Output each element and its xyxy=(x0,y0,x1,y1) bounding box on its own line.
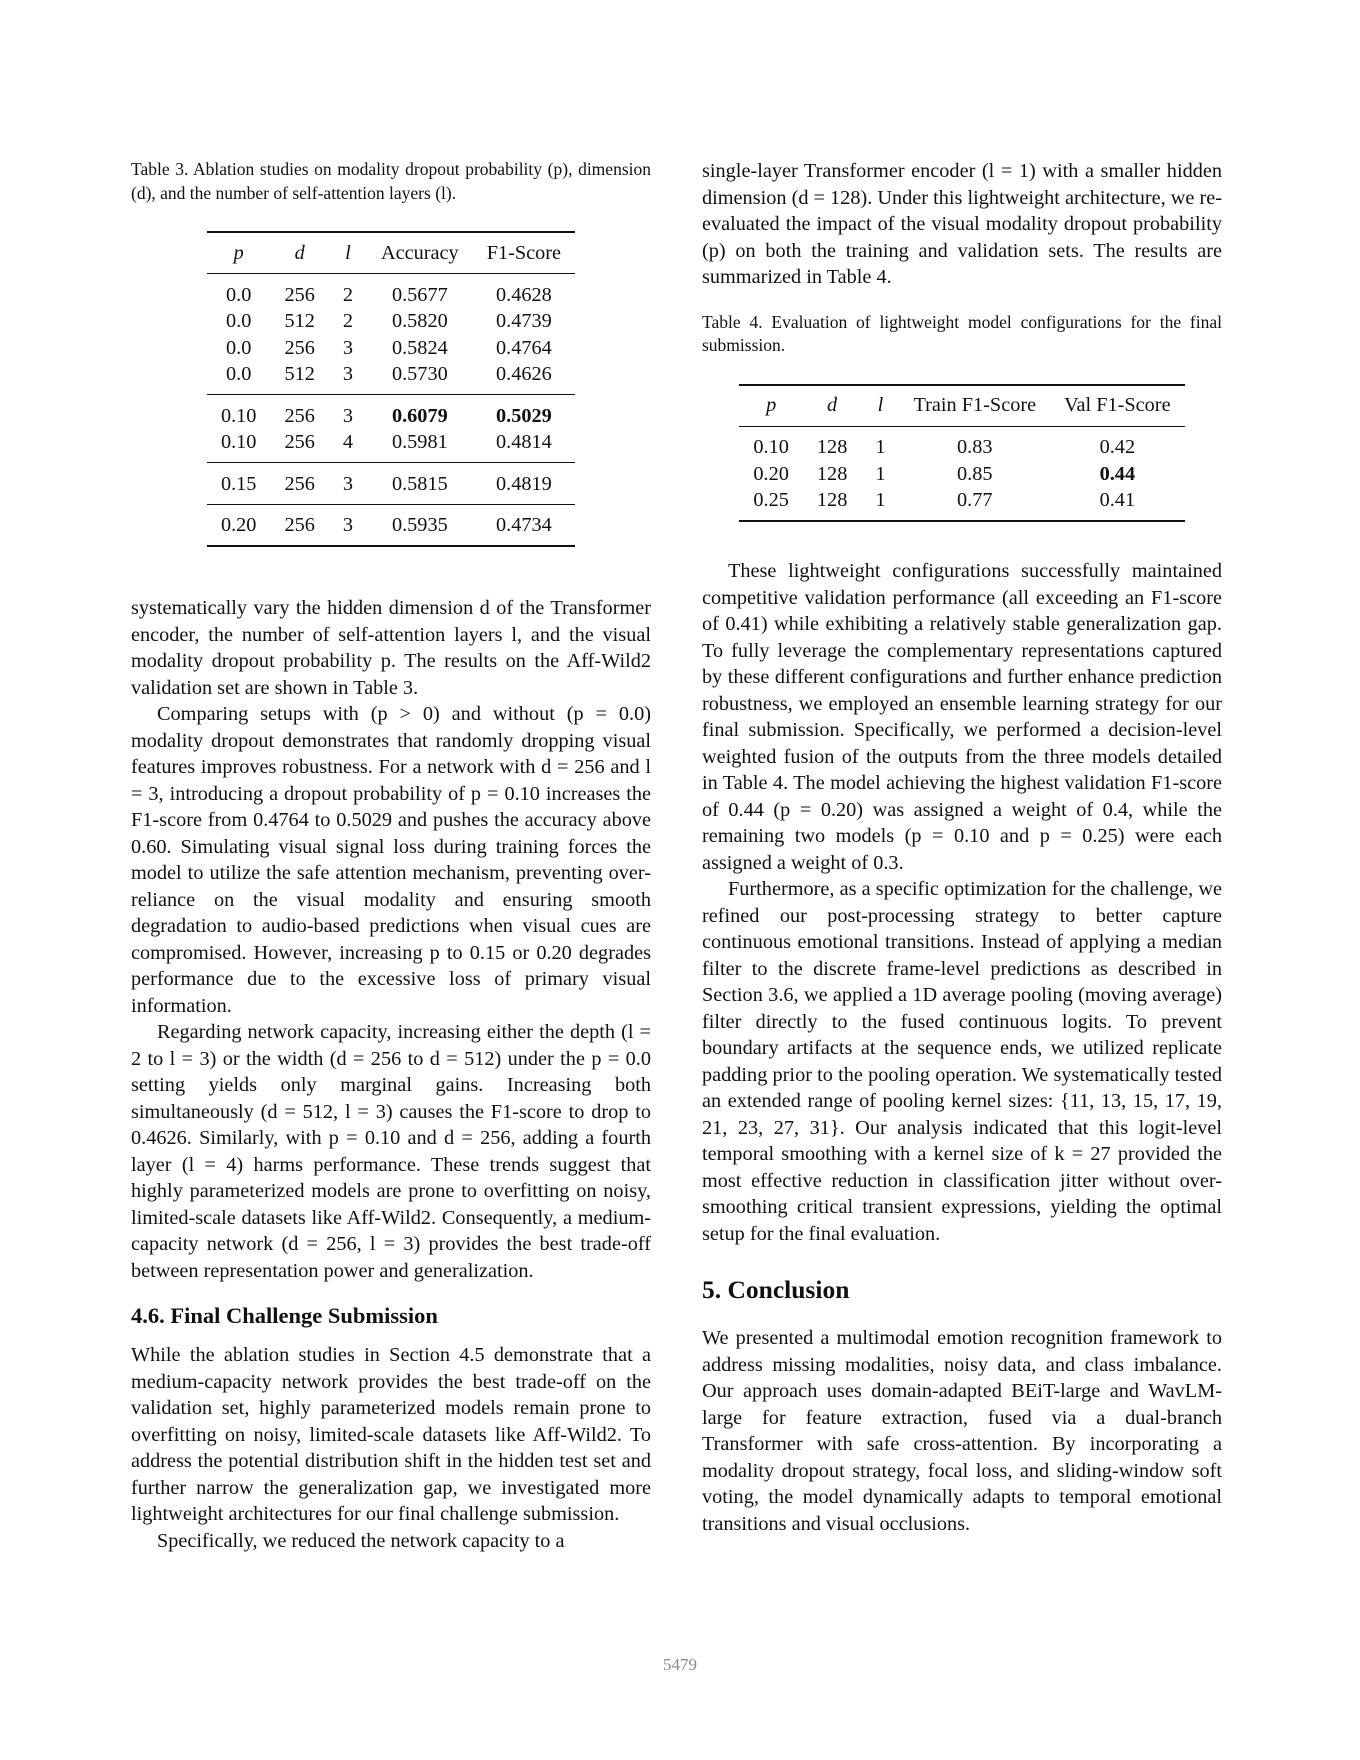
cell: 0.10 xyxy=(220,431,257,454)
left-paragraph-2: Comparing setups with (p > 0) and without (p = 0.0) modality dropout demonstrates that randomly dropping visual features improves robustness. For a network with d = 256 and l = 3, introducing a dropout probability of p = 0.10 increases the F1-score from 0.4764 to 0.5029 and pushes the accuracy above 0.60. Simulating visual signal loss during training forces the model to utilize the safe attention mechanism, preventing over-reliance on the visual modality and ensuring smooth degradation to audio-based predictions when visual cues are compromised. However, increasing p to 0.15 or 0.20 degrades performance due to the excessive loss of primary visual information. xyxy=(131,703,651,1017)
table3-header-f1: F1-Score xyxy=(473,232,575,274)
table3-caption: Table 3. Ablation studies on modality dropout probability (p), dimension (d), and the number of self-attention layers (l). xyxy=(131,159,651,203)
table-row xyxy=(207,362,575,395)
table3-header-d: d xyxy=(270,232,328,274)
cell: 0.4734 xyxy=(473,504,575,546)
conclusion-heading: 5. Conclusion xyxy=(702,1275,850,1304)
cell: 0.4626 xyxy=(495,363,552,386)
cell: 256 xyxy=(284,336,315,359)
cell: 1 xyxy=(875,462,886,485)
table-row xyxy=(207,335,575,362)
table3-header-row xyxy=(207,232,575,274)
cell: 0.25 xyxy=(739,488,803,522)
cell: 512 xyxy=(284,310,315,333)
table-row xyxy=(207,463,575,505)
table4-caption: Table 4. Evaluation of lightweight model configurations for the final submission. xyxy=(702,311,1222,355)
table4-header-p: p xyxy=(739,385,803,427)
page-number: 5479 xyxy=(663,1655,697,1674)
table4 xyxy=(739,384,1184,523)
cell: 128 xyxy=(803,488,861,522)
cell: 0.77 xyxy=(899,488,1050,522)
cell: 0.5935 xyxy=(367,504,473,546)
section-4-6-heading: 4.6. Final Challenge Submission xyxy=(131,1303,438,1328)
table3-header-l: l xyxy=(329,232,367,274)
cell: 256 xyxy=(270,463,328,505)
table3-header-accuracy: Accuracy xyxy=(367,232,473,274)
table-row xyxy=(739,461,1184,488)
table-row xyxy=(207,395,575,430)
cell: 0.10 xyxy=(753,436,789,459)
cell: 0.5981 xyxy=(391,431,448,454)
cell-best-val-f1: 0.44 xyxy=(1099,462,1136,485)
cell: 256 xyxy=(270,504,328,546)
cell: 256 xyxy=(270,395,328,430)
cell: 0.10 xyxy=(207,395,271,430)
cell: 512 xyxy=(284,363,315,386)
cell: 4 xyxy=(342,431,353,454)
cell: 0.0 xyxy=(226,336,252,359)
cell: 0.5730 xyxy=(391,363,448,386)
cell-best-f1: 0.5029 xyxy=(473,395,575,430)
table4-header-val-f1: Val F1-Score xyxy=(1050,385,1184,427)
cell: 256 xyxy=(284,283,315,306)
cell: 0.20 xyxy=(207,504,271,546)
cell: 0.0 xyxy=(226,310,252,333)
cell: 0.0 xyxy=(226,283,252,306)
right-paragraph-1: These lightweight configurations successfully maintained competitive validation performance (all exceeding an F1-score of 0.41) while exhibiting a relatively stable generalization gap. To fully leverage the complementary representations captured by these different configurations and further enhance prediction robustness, we employed an ensemble learning strategy for our final submission. Specifically, we performed a decision-level weighted fusion of the outputs from the three models detailed in Table 4. The model achieving the highest validation F1-score of 0.44 (p = 0.20) was assigned a weight of 0.4, while the remaining two models (p = 0.10 and p = 0.25) were each assigned a weight of 0.3. xyxy=(702,560,1222,874)
table-row xyxy=(207,430,575,463)
cell: 0.85 xyxy=(957,462,993,485)
table4-header-l: l xyxy=(861,385,899,427)
cell: 0.5815 xyxy=(367,463,473,505)
right-column xyxy=(702,158,1222,1537)
cell: 3 xyxy=(342,336,353,359)
cell: 2 xyxy=(342,310,353,333)
section-4-6-paragraph-1: While the ablation studies in Section 4.5 demonstrate that a medium-capacity network provides the best trade-off on the validation set, highly parameterized models remain prone to overfitting on noisy, limited-scale datasets like Aff-Wild2. To address the potential distribution shift in the hidden test set and further narrow the generalization gap, we investigated more lightweight architectures for our final challenge submission. xyxy=(131,1344,651,1525)
table-row xyxy=(739,488,1184,522)
left-paragraph-3: Regarding network capacity, increasing either the depth (l = 2 to l = 3) or the width (d = 256 to d = 512) under the p = 0.0 setting yields only marginal gains. Increasing both simultaneously (d = 512, l = 3) causes the F1-score to drop to 0.4626. Similarly, with p = 0.10 and d = 256, adding a fourth layer (l = 4) harms performance. These trends suggest that highly parameterized models are prone to overfitting on noisy, limited-scale datasets like Aff-Wild2. Consequently, a medium-capacity network (d = 256, l = 3) provides the best trade-off between representation power and generalization. xyxy=(131,1021,651,1282)
cell: 0.4739 xyxy=(495,310,552,333)
left-column xyxy=(131,158,651,1554)
cell: 3 xyxy=(329,463,367,505)
conclusion-paragraph: We presented a multimodal emotion recognition framework to address missing modalities, noisy data, and class imbalance. Our approach uses domain-adapted BEiT-large and WavLM-large for feature extraction, fused via a dual-branch Transformer with safe cross-attention. By incorporating a modality dropout strategy, focal loss, and sliding-window soft voting, the model dynamically adapts to temporal emotional transitions and visual occlusions. xyxy=(702,1327,1222,1535)
cell: 0.5677 xyxy=(391,283,448,306)
table4-header-d: d xyxy=(803,385,861,427)
table-row xyxy=(207,504,575,546)
left-paragraph-1: systematically vary the hidden dimension d of the Transformer encoder, the number of self-attention layers l, and the visual modality dropout probability p. The results on the Aff-Wild2 validation set are shown in Table 3. xyxy=(131,597,651,699)
table3 xyxy=(207,231,575,547)
table-row xyxy=(739,426,1184,461)
cell: 256 xyxy=(284,431,315,454)
cell: 1 xyxy=(861,488,899,522)
cell: 3 xyxy=(329,395,367,430)
cell: 0.0 xyxy=(226,363,252,386)
cell: 0.20 xyxy=(753,462,789,485)
table4-header-row xyxy=(739,385,1184,427)
cell: 2 xyxy=(342,283,353,306)
cell: 0.4814 xyxy=(495,431,552,454)
section-4-6-paragraph-2-continued: single-layer Transformer encoder (l = 1) with a smaller hidden dimension (d = 128). Under this lightweight architecture, we re-evaluated the impact of the visual modality dropout probability (p) on both the training and validation sets. The results are summarized in Table 4. xyxy=(702,160,1223,288)
cell: 128 xyxy=(816,436,848,459)
cell: 0.4819 xyxy=(473,463,575,505)
cell: 128 xyxy=(816,462,848,485)
cell: 0.4764 xyxy=(495,336,552,359)
cell: 0.5824 xyxy=(391,336,448,359)
cell: 0.4628 xyxy=(495,283,552,306)
cell: 0.41 xyxy=(1050,488,1184,522)
table3-header-p: p xyxy=(207,232,271,274)
cell: 0.15 xyxy=(207,463,271,505)
cell: 1 xyxy=(875,436,886,459)
cell: 0.5820 xyxy=(391,310,448,333)
right-paragraph-2: Furthermore, as a specific optimization for the challenge, we refined our post-processing strategy to better capture continuous emotional transitions. Instead of applying a median filter to the discrete frame-level predictions as described in Section 3.6, we applied a 1D average pooling (moving average) filter directly to the fused continuous logits. To prevent boundary artifacts at the sequence ends, we utilized replicate padding prior to the pooling operation. We systematically tested an extended range of pooling kernel sizes: {11, 13, 15, 17, 19, 21, 23, 27, 31}. Our analysis indicated that this logit-level temporal smoothing with a kernel size of k = 27 provided the most effective reduction in classification jitter without over-smoothing critical transient expressions, yielding the optimal setup for the final evaluation. xyxy=(702,878,1222,1245)
table-row xyxy=(207,274,575,309)
section-4-6-paragraph-2-start: Specifically, we reduced the network capacity to a xyxy=(157,1529,565,1552)
cell: 3 xyxy=(329,504,367,546)
cell: 0.83 xyxy=(957,436,993,459)
table-row xyxy=(207,309,575,336)
cell: 3 xyxy=(342,363,353,386)
cell-best-accuracy: 0.6079 xyxy=(367,395,473,430)
cell: 0.42 xyxy=(1099,436,1136,459)
table4-header-train-f1: Train F1-Score xyxy=(899,385,1050,427)
